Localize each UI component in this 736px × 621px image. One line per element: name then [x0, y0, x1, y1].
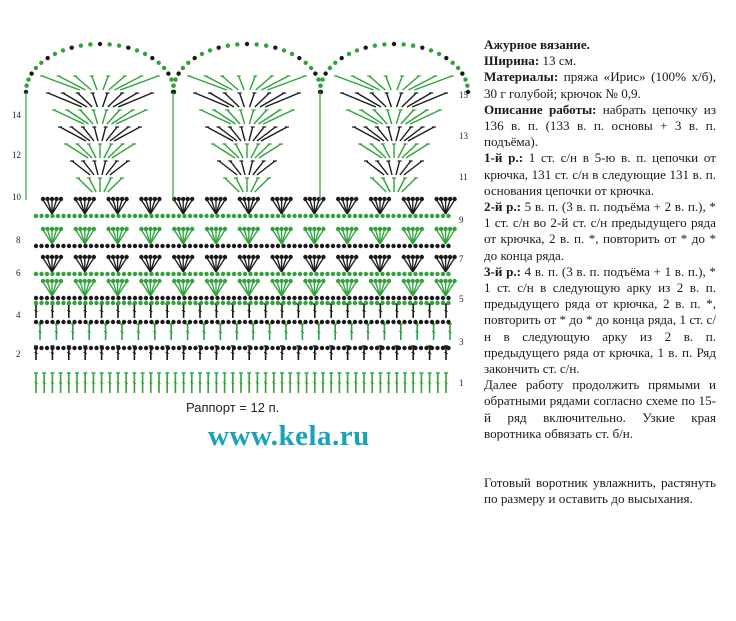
instructions-panel	[484, 37, 716, 507]
row-label-4: 4	[16, 310, 21, 320]
row-label-12: 12	[12, 150, 21, 160]
row3-value: 4 в. п. (3 в. п. подъёма + 1 в. п.), * 1 ст. с/н в следующую арку из 2 в. п. предыдущего ряда от крючка, 2 в. п. *, повторить от * до * до конца ряда, 1 ст. с/н в следующую арку из 2 в. п. предыдущего ряда от крючка, 1 в. п. Ряд закончить ст. с/н.	[484, 263, 716, 377]
crochet-chart	[0, 0, 480, 420]
repeat-label: Раппорт = 12 п.	[186, 400, 280, 415]
row-label-14: 14	[12, 110, 21, 120]
materials-line	[484, 69, 716, 101]
row-label-6: 6	[16, 268, 21, 278]
row-label-3: 3	[459, 337, 464, 347]
description-value: набрать цепочку из 136 в. п. (133 в. п. основы + 3 в. п. подъёма).	[484, 101, 716, 150]
width-label: Ширина:	[484, 53, 540, 69]
width-value: 13 см.	[539, 53, 577, 69]
description-line	[484, 102, 716, 151]
watermark-url: www.kela.ru	[208, 420, 370, 452]
row3-line	[484, 264, 716, 377]
row-label-11: 11	[459, 172, 468, 182]
title: Ажурное вязание.	[484, 37, 590, 52]
row-label-2: 2	[16, 349, 21, 359]
continue-paragraph: Далее работу продолжить прямыми и обратными рядами согласно схеме по 15-й ряд включительно. Узкие края воротника обвязать ст. б/н.	[484, 377, 716, 441]
right-row-labels	[459, 90, 469, 388]
left-row-labels	[12, 110, 22, 359]
row2-label: 2-й р.:	[484, 199, 522, 215]
chart-symbols	[24, 42, 470, 393]
paragraph-gap	[484, 442, 716, 475]
materials-value: пряжа «Ирис» (100% х/б), 30 г голубой; крючок № 0,9.	[484, 69, 716, 101]
row-label-10: 10	[12, 192, 21, 202]
width-line	[484, 53, 716, 69]
materials-label: Материалы:	[484, 69, 559, 85]
row3-label: 3-й р.:	[484, 263, 522, 279]
row2-value: 5 в. п. (3 в. п. подъёма + 2 в. п.), * 1 ст. с/н во 2-й ст. с/н предыдущего ряда от крючка, 2 в. п. *, повторить от * до * до конца ряда.	[484, 199, 716, 263]
row-label-15: 15	[459, 90, 468, 100]
row1-label: 1-й р.:	[484, 150, 524, 166]
row1-line	[484, 150, 716, 199]
row-label-9: 9	[459, 215, 464, 225]
row2-line	[484, 199, 716, 264]
row1-value: 1 ст. с/н в 5-ю в. п. цепочки от крючка, 131 ст. с/н в следующие 131 в. п. основания цепочки от крючка.	[484, 150, 716, 198]
row-label-13: 13	[459, 131, 468, 141]
row-label-1: 1	[459, 378, 464, 388]
row-label-8: 8	[16, 235, 21, 245]
row-label-7: 7	[459, 254, 464, 264]
description-label: Описание работы:	[484, 101, 597, 117]
finish-paragraph: Готовый воротник увлажнить, растянуть по размеру и оставить до высыхания.	[484, 475, 716, 507]
row-label-5: 5	[459, 294, 464, 304]
